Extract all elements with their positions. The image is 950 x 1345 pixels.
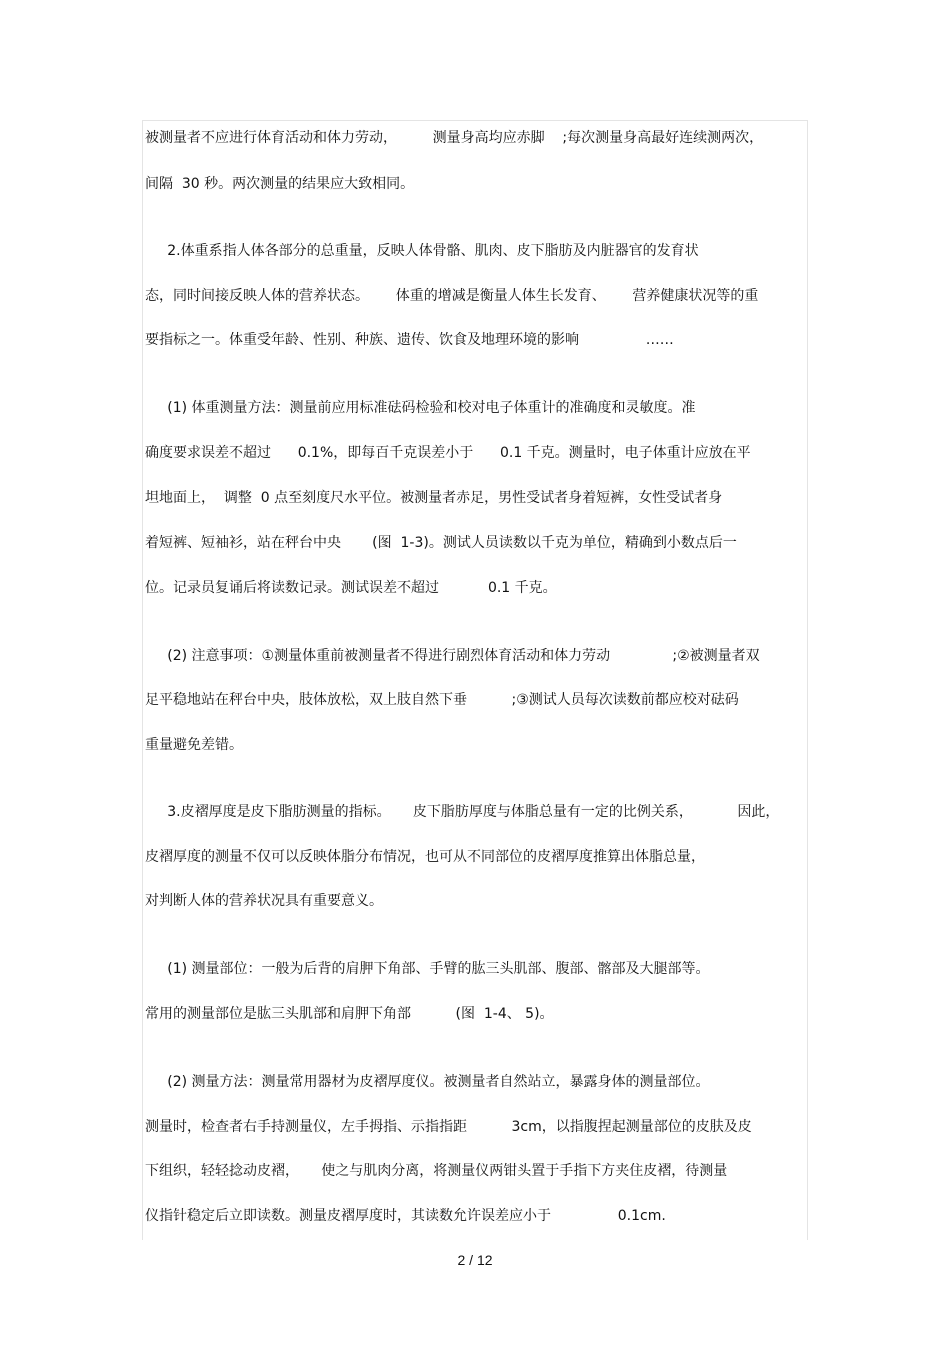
text-line: 坦地面上， 调整 0 点至刻度尺水平位。被测量者赤足，男性受试者身着短裤，女性受试者身	[145, 490, 723, 506]
text-line: 被测量者不应进行体育活动和体力劳动， 测量身高均应赤脚 ;每次测量身高最好连续测两次，	[145, 130, 764, 146]
text-line: 对判断人体的营养状况具有重要意义。	[145, 893, 383, 909]
text-line: 重量避免差错。	[145, 737, 243, 753]
text-line: 2.体重系指人体各部分的总重量，反映人体骨骼、肌肉、皮下脂肪及内脏器官的发育状	[145, 243, 699, 259]
text-line: 间隔 30 秒。两次测量的结果应大致相同。	[145, 176, 415, 192]
page-border-right	[807, 120, 808, 1240]
text-line: 足平稳地站在秤台中央，肢体放松，双上肢自然下垂 ;③测试人员每次读数前都应校对砝码	[145, 692, 739, 708]
text-line: 皮褶厚度的测量不仅可以反映体脂分布情况，也可从不同部位的皮褶厚度推算出体脂总量，	[145, 849, 705, 865]
text-line: 确度要求误差不超过 0.1%，即每百千克误差小于 0.1 千克。测量时，电子体重计应放在平	[145, 445, 751, 461]
text-line: 位。记录员复诵后将读数记录。测试误差不超过 0.1 千克。	[145, 580, 557, 596]
text-line: 测量时，检查者右手持测量仪，左手拇指、示指指距 3cm，以指腹捏起测量部位的皮肤及皮	[145, 1119, 752, 1135]
text-line: 常用的测量部位是肱三头肌部和肩胛下角部 (图 1-4、 5)。	[145, 1006, 554, 1022]
page-number: 2 / 12	[457, 1252, 493, 1268]
text-line: 3.皮褶厚度是皮下脂肪测量的指标。 皮下脂肪厚度与体脂总量有一定的比例关系， 因此，	[145, 804, 780, 820]
text-line: (1) 测量部位：一般为后背的肩胛下角部、手臂的肱三头肌部、腹部、髂部及大腿部等。	[145, 961, 710, 977]
text-line: 态，同时间接反映人体的营养状态。 体重的增减是衡量人体生长发育、 营养健康状况等的重	[145, 288, 759, 304]
text-line: 仪指针稳定后立即读数。测量皮褶厚度时，其读数允许误差应小于 0.1cm.	[145, 1208, 666, 1224]
page-border-left	[142, 120, 143, 1240]
text-line: 着短裤、短袖衫，站在秤台中央 (图 1-3)。测试人员读数以千克为单位，精确到小数点后一	[145, 535, 737, 551]
text-line: 下组织，轻轻捻动皮褶， 使之与肌肉分离，将测量仪两钳头置于手指下方夹住皮褶，待测量	[145, 1163, 728, 1179]
text-line: (2) 注意事项：①测量体重前被测量者不得进行剧烈体育活动和体力劳动 ;②被测量者双	[145, 648, 760, 664]
page-border-top	[142, 120, 808, 121]
text-line: (1) 体重测量方法：测量前应用标准砝码检验和校对电子体重计的准确度和灵敏度。准	[145, 400, 696, 416]
text-line: (2) 测量方法：测量常用器材为皮褶厚度仪。被测量者自然站立，暴露身体的测量部位。	[145, 1074, 710, 1090]
text-line: 要指标之一。体重受年龄、性别、种族、遗传、饮食及地理环境的影响 ……	[145, 332, 674, 348]
